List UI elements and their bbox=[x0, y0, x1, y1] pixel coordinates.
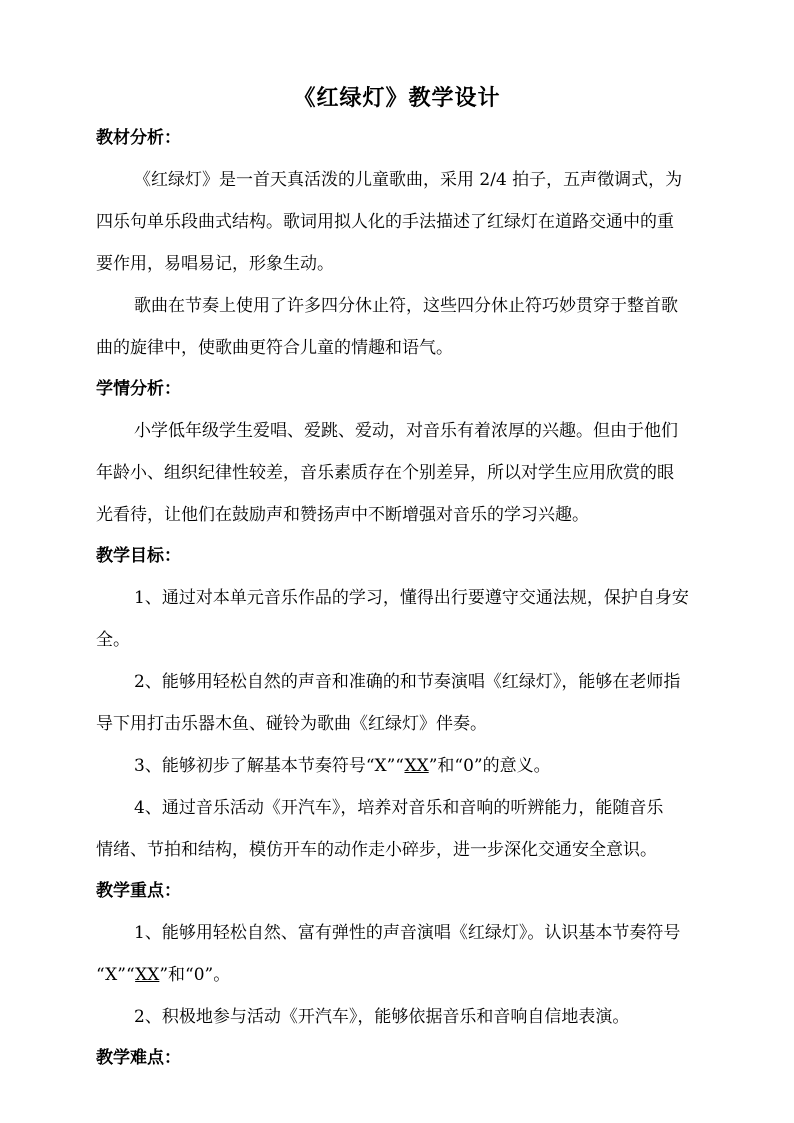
paragraph-line: 小学低年级学生爱唱、爱跳、爱动，对音乐有着浓厚的兴趣。但由于他们 bbox=[134, 421, 678, 441]
text-segment: 3、能够初步了解基本节奏符号“X”“ bbox=[134, 756, 405, 776]
section-heading-students: 学情分析： bbox=[96, 379, 181, 399]
rhythm-symbol-xx: XX bbox=[404, 756, 429, 776]
keypoint-item-1-line: 1、能够用轻松自然、富有弹性的声音演唱《红绿灯》。认识基本节奏符号 bbox=[134, 923, 681, 943]
section-heading-difficulties: 教学难点： bbox=[96, 1048, 181, 1068]
goal-item-2-line: 2、能够用轻松自然的声音和准确的和节奏演唱《红绿灯》，能够在老师指 bbox=[134, 672, 681, 692]
paragraph-line: 光看待，让他们在鼓励声和赞扬声中不断增强对音乐的学习兴趣。 bbox=[96, 505, 589, 525]
paragraph-line: 歌曲在节奏上使用了许多四分休止符，这些四分休止符巧妙贯穿于整首歌 bbox=[134, 296, 678, 316]
paragraph-line: 要作用，易唱易记，形象生动。 bbox=[96, 254, 334, 274]
keypoint-item-1-continuation bbox=[96, 962, 230, 988]
document-title: 《红绿灯》教学设计 bbox=[293, 85, 501, 111]
goal-item-1-line: 1、通过对本单元音乐作品的学习，懂得出行要遵守交通法规，保护自身安 bbox=[134, 588, 689, 608]
rhythm-symbol-xx: XX bbox=[135, 965, 160, 985]
paragraph-line: 年龄小、组织纪律性较差，音乐素质存在个别差异，所以对学生应用欣赏的眼 bbox=[96, 463, 674, 483]
paragraph-line: 《红绿灯》是一首天真活泼的儿童歌曲，采用 2/4 拍子，五声徵调式，为 bbox=[134, 170, 683, 190]
section-heading-keypoints: 教学重点： bbox=[96, 881, 181, 901]
text-segment: ”和“0”的意义。 bbox=[428, 756, 551, 776]
paragraph-line: 曲的旋律中，使歌曲更符合儿童的情趣和语气。 bbox=[96, 338, 453, 358]
text-segment: ”和“0”。 bbox=[159, 965, 231, 985]
paragraph-line: 四乐句单乐段曲式结构。歌词用拟人化的手法描述了红绿灯在道路交通中的重 bbox=[96, 212, 674, 232]
section-heading-goals: 教学目标： bbox=[96, 546, 181, 566]
goal-item-4-continuation: 情绪、节拍和结构，模仿开车的动作走小碎步，进一步深化交通安全意识。 bbox=[96, 840, 657, 860]
goal-item-1-continuation: 全。 bbox=[96, 630, 130, 650]
section-heading-material: 教材分析： bbox=[96, 128, 181, 148]
goal-item-2-continuation: 导下用打击乐器木鱼、碰铃为歌曲《红绿灯》伴奏。 bbox=[96, 714, 487, 734]
keypoint-item-2-line: 2、积极地参与活动《开汽车》，能够依据音乐和音响自信地表演。 bbox=[134, 1007, 630, 1027]
text-segment: “X”“ bbox=[96, 965, 136, 985]
goal-item-3-line bbox=[134, 753, 551, 779]
goal-item-4-line: 4、通过音乐活动《开汽车》，培养对音乐和音响的听辨能力，能随音乐 bbox=[134, 798, 664, 818]
